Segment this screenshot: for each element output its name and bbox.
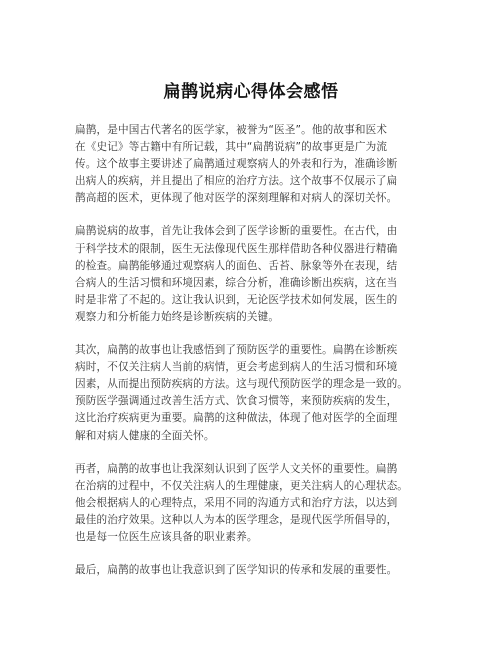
text-line: 其次，扁鹊的故事也让我感悟到了预防医学的重要性。扁鹊在诊断疾 [75, 344, 398, 357]
text-line: 出病人的疾病，并且提出了相应的治疗方法。这个故事不仅展示了扁 [75, 175, 398, 188]
text-line: 最佳的治疗效果。这种以人为本的医学理念，是现代医学所倡导的， [75, 513, 398, 526]
text-line: 鹊高超的医术，更体现了他对医学的深刻理解和对病人的深切关怀。 [75, 192, 398, 205]
paragraph-5 [75, 562, 435, 579]
text-line: 再者，扁鹊的故事也让我深刻认识到了医学人文关怀的重要性。扁鹊 [75, 462, 398, 475]
text-line: 因素，从而提出预防疾病的方法。这与现代预防医学的理念是一致的。 [75, 378, 409, 391]
text-line: 观察力和分析能力始终是诊断疾病的关键。 [75, 310, 280, 323]
paragraph-2 [75, 223, 435, 326]
text-line: 扁鹊说病的故事，首先让我体会到了医学诊断的重要性。在古代，由 [75, 225, 398, 238]
text-line: 传。这个故事主要讲述了扁鹊通过观察病人的外表和行为，准确诊断 [75, 158, 398, 171]
text-line: 合病人的生活习惯和环境因素，综合分析，准确诊断出疾病，这在当 [75, 276, 398, 289]
document-body [75, 122, 435, 595]
text-line: 预防医学强调通过改善生活方式、饮食习惯等，来预防疾病的发生， [75, 395, 398, 408]
text-line: 时是非常了不起的。这让我认识到，无论医学技术如何发展，医生的 [75, 293, 398, 306]
text-line: 扁鹊，是中国古代著名的医学家，被誉为“医圣”。他的故事和医术 [75, 124, 388, 136]
text-line: 也是每一位医生应该具备的职业素养。 [75, 530, 258, 543]
text-line: 的检查。扁鹊能够通过观察病人的面色、舌苔、脉象等外在表现，结 [75, 259, 398, 272]
paragraph-1 [75, 122, 435, 207]
text-line: 这比治疗疾病更为重要。扁鹊的这种做法，体现了他对医学的全面理 [75, 412, 398, 425]
paragraph-4 [75, 461, 435, 546]
text-line: 最后，扁鹊的故事也让我意识到了医学知识的传承和发展的重要性。 [75, 564, 398, 577]
text-line: 在治病的过程中，不仅关注病人的生理健康，更关注病人的心理状态。 [75, 479, 409, 492]
text-line: 解和对病人健康的全面关怀。 [75, 429, 215, 442]
text-line: 于科学技术的限制，医生无法像现代医生那样借助各种仪器进行精确 [75, 242, 398, 255]
text-line: 他会根据病人的心理特点，采用不同的沟通方式和治疗方法，以达到 [75, 496, 398, 509]
document-title: 扁鹊说病心得体会感悟 [163, 82, 339, 102]
text-line: 在《史记》等古籍中有所记载，其中“扁鹊说病”的故事更是广为流 [75, 141, 388, 154]
paragraph-3 [75, 342, 435, 445]
text-line: 病时，不仅关注病人当前的病情，更会考虑到病人的生活习惯和环境 [75, 361, 398, 374]
